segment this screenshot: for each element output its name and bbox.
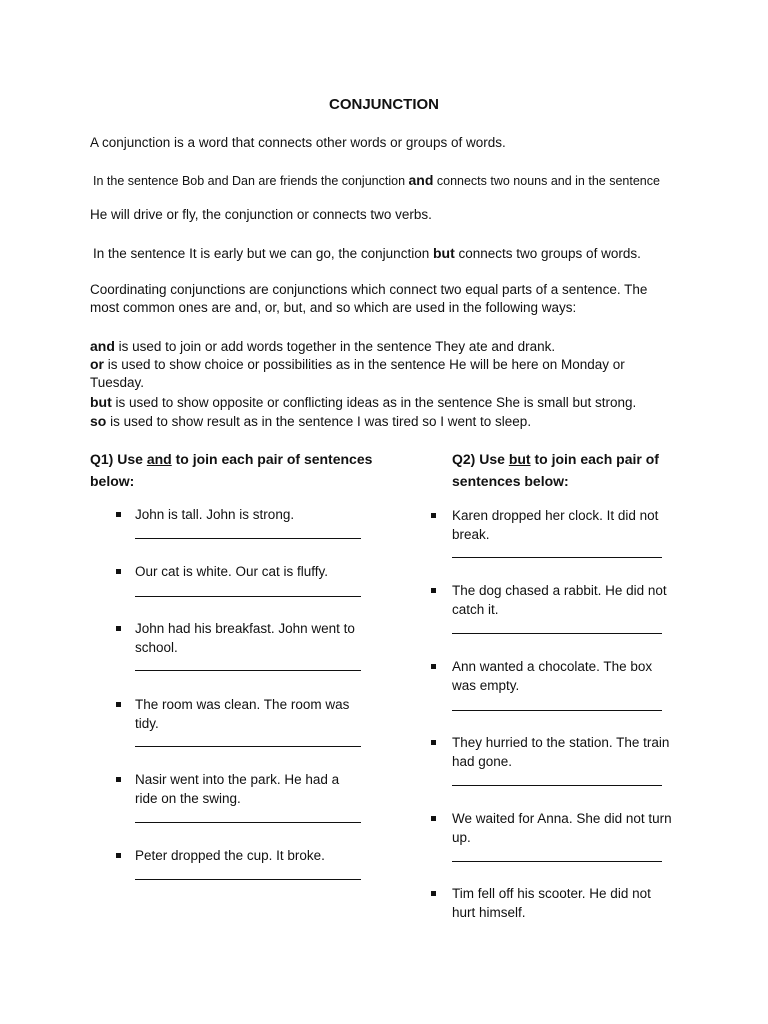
usage-but — [90, 393, 636, 413]
q1-heading — [90, 448, 372, 470]
q2-answer-line-3[interactable] — [452, 710, 662, 711]
bullet-icon — [431, 740, 436, 745]
q1-answer-line-1[interactable] — [135, 538, 361, 539]
bullet-icon — [431, 664, 436, 669]
q2-prompt: Tim fell off his scooter. He did not hurt himself. — [452, 886, 651, 920]
intro-but-example — [93, 244, 641, 264]
bullet-icon — [431, 816, 436, 821]
bullet-icon — [116, 626, 121, 631]
q1-answer-line-3[interactable] — [135, 670, 361, 671]
q1-prompt: Nasir went into the park. He had a ride on the swing. — [135, 772, 340, 806]
intro-but-example-pre: In the sentence It is early but we can go, the conjunction — [93, 246, 433, 261]
usage-so — [90, 412, 531, 432]
q2-heading — [452, 448, 659, 470]
usage-text: Tuesday. — [90, 375, 145, 390]
q1-prompt: John had his breakfast. John went to school. — [135, 621, 355, 655]
intro-or-example: He will drive or fly, the conjunction or connects two verbs. — [90, 207, 432, 222]
usage-keyword: but — [90, 394, 112, 410]
intro-definition: A conjunction is a word that connects other words or groups of words. — [90, 135, 506, 150]
bullet-icon — [116, 702, 121, 707]
q2-prompt: The dog chased a rabbit. He did not catch it. — [452, 583, 667, 617]
bullet-icon — [431, 588, 436, 593]
page-title: CONJUNCTION — [328, 96, 439, 113]
q1-heading-line-2: below: — [90, 473, 135, 489]
bullet-icon — [116, 853, 121, 858]
usage-or — [90, 355, 625, 375]
usage-keyword: or — [90, 356, 104, 372]
intro-and-example-post: connects two nouns and in the sentence — [433, 174, 660, 188]
bullet-icon — [431, 513, 436, 518]
q2-answer-line-4[interactable] — [452, 785, 662, 786]
usage-keyword: so — [90, 413, 107, 429]
q2-heading-post: to join each pair of — [530, 451, 659, 467]
q2-prompt: Ann wanted a chocolate. The box was empty. — [452, 659, 653, 693]
intro-and-example — [93, 171, 660, 191]
intro-but-keyword: but — [432, 245, 455, 261]
usage-keyword: and — [90, 338, 115, 354]
q1-answer-line-2[interactable] — [135, 596, 361, 597]
q1-prompt: Peter dropped the cup. It broke. — [135, 848, 325, 863]
bullet-icon — [116, 512, 121, 517]
q1-prompt: John is tall. John is strong. — [135, 507, 295, 522]
bullet-icon — [116, 777, 121, 782]
usage-and — [90, 337, 555, 357]
q1-heading-pre: Q1) Use — [90, 451, 147, 467]
q1-keyword: and — [146, 451, 172, 467]
intro-and-keyword: and — [408, 172, 434, 188]
q2-answer-line-1[interactable] — [452, 557, 662, 558]
coordinating-line-2: most common ones are and, or, but, and so which are used in the following ways: — [90, 300, 577, 315]
intro-but-example-post: connects two groups of words. — [454, 246, 641, 261]
bullet-icon — [116, 569, 121, 574]
q2-answer-line-5[interactable] — [452, 861, 662, 862]
usage-text: is used to show choice or possibilities as in the sentence He will be here on Monday or — [104, 357, 625, 372]
usage-text: is used to show result as in the sentence I was tired so I went to sleep. — [106, 414, 532, 429]
q1-prompt: The room was clean. The room was tidy. — [135, 697, 350, 731]
q2-keyword: but — [508, 451, 531, 467]
q1-answer-line-6[interactable] — [135, 879, 361, 880]
q1-answer-line-5[interactable] — [135, 822, 361, 823]
q1-answer-line-4[interactable] — [135, 746, 361, 747]
q2-heading-line-2: sentences below: — [452, 473, 569, 489]
q2-heading-pre: Q2) Use — [452, 451, 509, 467]
usage-text: is used to join or add words together in the sentence They ate and drank. — [114, 339, 556, 354]
q2-answer-line-2[interactable] — [452, 633, 662, 634]
bullet-icon — [431, 891, 436, 896]
coordinating-line-1: Coordinating conjunctions are conjunctions which connect two equal parts of a sentence. The — [90, 282, 648, 297]
intro-and-example-pre: In the sentence Bob and Dan are friends the conjunction — [93, 174, 409, 188]
usage-or-continued — [90, 374, 144, 393]
q2-prompt: We waited for Anna. She did not turn up. — [452, 811, 672, 845]
usage-text: is used to show opposite or conflicting ideas as in the sentence She is small but strong. — [111, 395, 637, 410]
q2-prompt: They hurried to the station. The train had gone. — [452, 735, 670, 769]
q1-heading-post: to join each pair of sentences — [171, 451, 373, 467]
q1-prompt: Our cat is white. Our cat is fluffy. — [135, 564, 329, 579]
q2-prompt: Karen dropped her clock. It did not break. — [452, 508, 659, 542]
